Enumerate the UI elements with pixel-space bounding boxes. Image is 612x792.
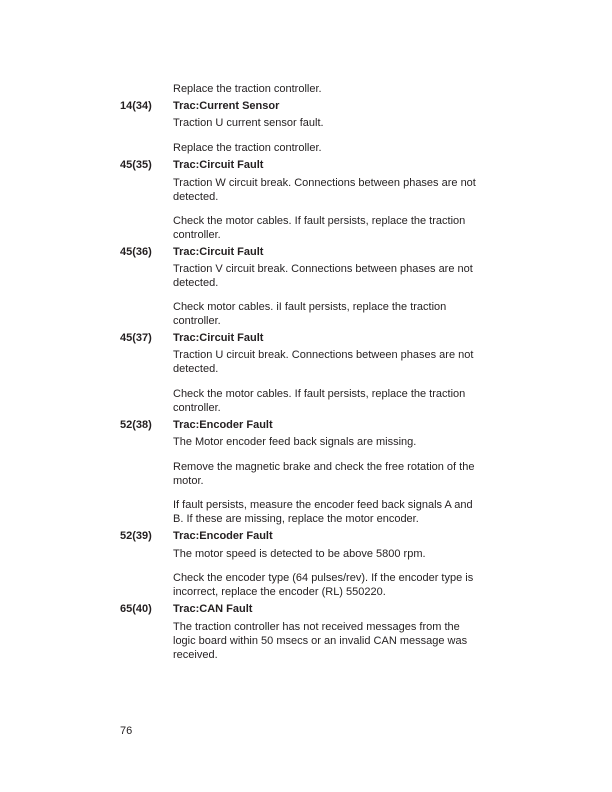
fault-paragraph: Remove the magnetic brake and check the free rotation of the motor. <box>173 461 475 487</box>
fault-paragraph: Replace the traction controller. <box>173 142 322 154</box>
fault-paragraph: Traction W circuit break. Connections between phases are not detected. <box>173 177 476 203</box>
fault-paragraph: Traction U current sensor fault. <box>173 117 324 129</box>
fault-paragraph: The motor speed is detected to be above 5800 rpm. <box>173 548 426 560</box>
fault-title: Trac:Circuit Fault <box>173 159 264 171</box>
fault-code: 45(35) <box>120 159 152 171</box>
fault-paragraph: Check the encoder type (64 pulses/rev). If the encoder type is incorrect, replace the encoder (RL) 550220. <box>173 572 474 598</box>
fault-paragraph: The Motor encoder feed back signals are missing. <box>173 436 417 448</box>
fault-title: Trac:CAN Fault <box>173 603 253 615</box>
intro-paragraph: Replace the traction controller. <box>173 83 322 95</box>
fault-paragraph: Traction V circuit break. Connections between phases are not detected. <box>173 263 473 289</box>
fault-code: 45(37) <box>120 332 152 344</box>
fault-paragraph: The traction controller has not received messages from the logic board within 50 msecs or an invalid CAN message was received. <box>173 621 468 661</box>
fault-paragraph: Check the motor cables. If fault persists, replace the traction controller. <box>173 215 466 241</box>
fault-title: Trac:Circuit Fault <box>173 246 264 258</box>
fault-paragraph: If fault persists, measure the encoder feed back signals A and B. If these are missing, replace the motor encoder. <box>173 499 473 525</box>
fault-code: 65(40) <box>120 603 152 615</box>
fault-code: 14(34) <box>120 100 152 112</box>
fault-code: 45(36) <box>120 246 152 258</box>
fault-title: Trac:Encoder Fault <box>173 530 273 542</box>
fault-title: Trac:Encoder Fault <box>173 419 273 431</box>
fault-title: Trac:Circuit Fault <box>173 332 264 344</box>
fault-paragraph: Traction U circuit break. Connections between phases are not detected. <box>173 349 474 375</box>
page-number: 76 <box>120 725 133 737</box>
fault-title: Trac:Current Sensor <box>173 100 280 112</box>
fault-code: 52(38) <box>120 419 152 431</box>
fault-paragraph: Check the motor cables. If fault persists, replace the traction controller. <box>173 388 466 414</box>
fault-code: 52(39) <box>120 530 152 542</box>
fault-paragraph: Check motor cables. iI fault persists, replace the traction controller. <box>173 301 447 327</box>
